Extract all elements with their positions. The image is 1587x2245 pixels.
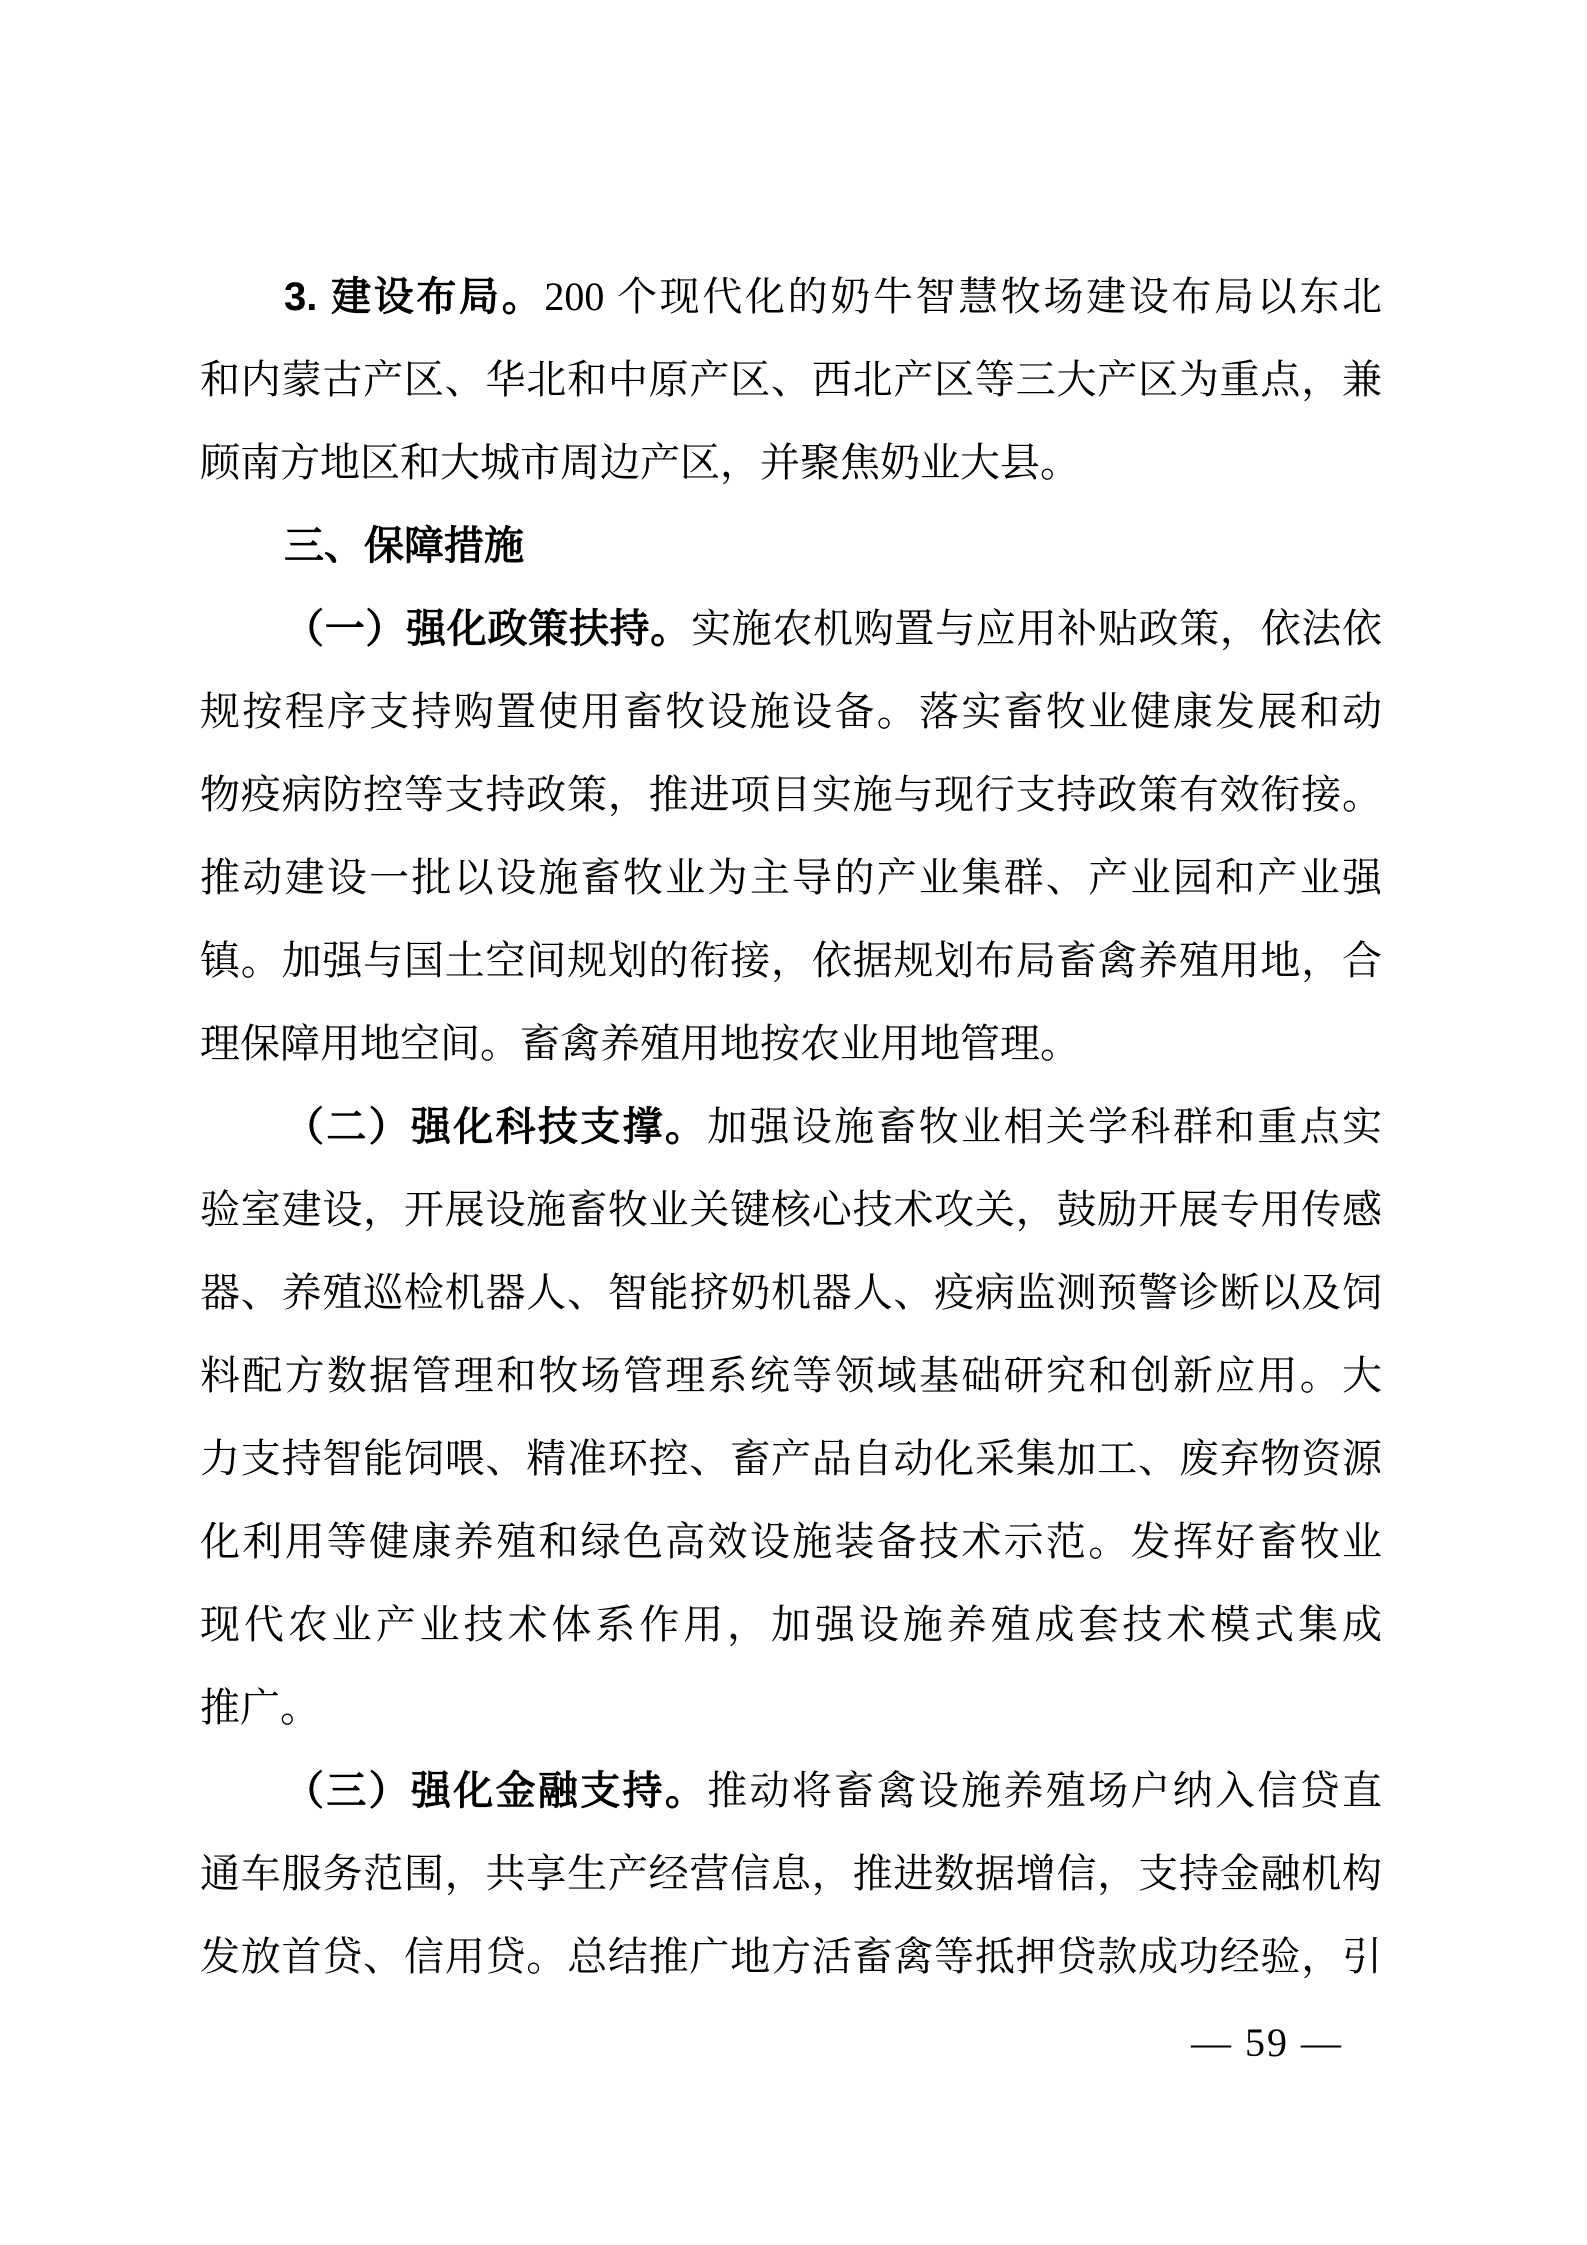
- text-run: 和内蒙古产区、华北和中原产区、西北产区等三大产区为重点，兼: [200, 357, 1382, 402]
- text-run: 器、养殖巡检机器人、智能挤奶机器人、疫病监测预警诊断以及饲: [200, 1270, 1382, 1315]
- text-run: 镇。加强与国土空间规划的衔接，依据规划布局畜禽养殖用地，合: [200, 938, 1382, 983]
- text-run: 实施农机购置与应用补贴政策，依法依: [690, 606, 1383, 651]
- heading-run: （三）强化金融支持。: [284, 1768, 708, 1813]
- text-line: [200, 1666, 1382, 1749]
- document-body: [200, 255, 1382, 1998]
- text-line: [200, 1749, 1382, 1832]
- text-line: [200, 1583, 1382, 1666]
- text-line: [200, 1251, 1382, 1334]
- text-run: 加强设施畜牧业相关学科群和重点实: [707, 1104, 1383, 1149]
- text-run: 验室建设，开展设施畜牧业关键核心技术攻关，鼓励开展专用传感: [200, 1187, 1382, 1232]
- text-line: [200, 1500, 1382, 1583]
- heading-run: 三、保障措施: [284, 524, 524, 568]
- text-line: [200, 670, 1382, 753]
- text-line: [200, 421, 1382, 504]
- text-run: 物疫病防控等支持政策，推进项目实施与现行支持政策有效衔接。: [200, 772, 1382, 817]
- heading-run: （二）强化科技支撑。: [284, 1104, 708, 1149]
- text-line: [200, 1168, 1382, 1251]
- text-run: 通车服务范围，共享生产经营信息，推进数据增信，支持金融机构: [200, 1851, 1382, 1896]
- text-line: [200, 1417, 1382, 1500]
- text-run: 推动将畜禽设施养殖场户纳入信贷直: [707, 1768, 1383, 1813]
- heading-run: 3. 建设布局。: [284, 275, 545, 319]
- heading-run: （一）强化政策扶持。: [284, 606, 691, 651]
- page-number-text: — 59 —: [1191, 2020, 1343, 2065]
- text-line: [200, 1002, 1382, 1085]
- text-line: [200, 1832, 1382, 1915]
- text-run: 规按程序支持购置使用畜牧设施设备。落实畜牧业健康发展和动: [200, 689, 1382, 734]
- text-line: [200, 1334, 1382, 1417]
- text-run: 现代农业产业技术体系作用，加强设施养殖成套技术模式集成: [200, 1602, 1382, 1647]
- text-run: 顾南方地区和大城市周边产区，并聚焦奶业大县。: [200, 440, 1080, 485]
- page-number: [1191, 2016, 1343, 2070]
- text-line: [200, 255, 1382, 338]
- text-run: 推动建设一批以设施畜牧业为主导的产业集群、产业园和产业强: [200, 855, 1382, 900]
- text-run: 发放首贷、信用贷。总结推广地方活畜禽等抵押贷款成功经验，引: [200, 1934, 1382, 1979]
- text-line: [200, 919, 1382, 1002]
- text-run: 理保障用地空间。畜禽养殖用地按农业用地管理。: [200, 1021, 1080, 1066]
- text-run: 力支持智能饲喂、精准环控、畜产品自动化采集加工、废弃物资源: [200, 1436, 1382, 1481]
- text-line: [200, 753, 1382, 836]
- text-run: 化利用等健康养殖和绿色高效设施装备技术示范。发挥好畜牧业: [200, 1519, 1382, 1564]
- text-line: [200, 1915, 1382, 1998]
- text-run: 料配方数据管理和牧场管理系统等领域基础研究和创新应用。大: [200, 1353, 1382, 1398]
- text-line: [200, 1085, 1382, 1168]
- text-line: [200, 338, 1382, 421]
- text-line: [200, 504, 1382, 587]
- text-run: 推广。: [200, 1685, 320, 1730]
- text-line: [200, 836, 1382, 919]
- text-run: 200 个现代化的奶牛智慧牧场建设布局以东北: [544, 274, 1382, 319]
- text-line: [200, 587, 1382, 670]
